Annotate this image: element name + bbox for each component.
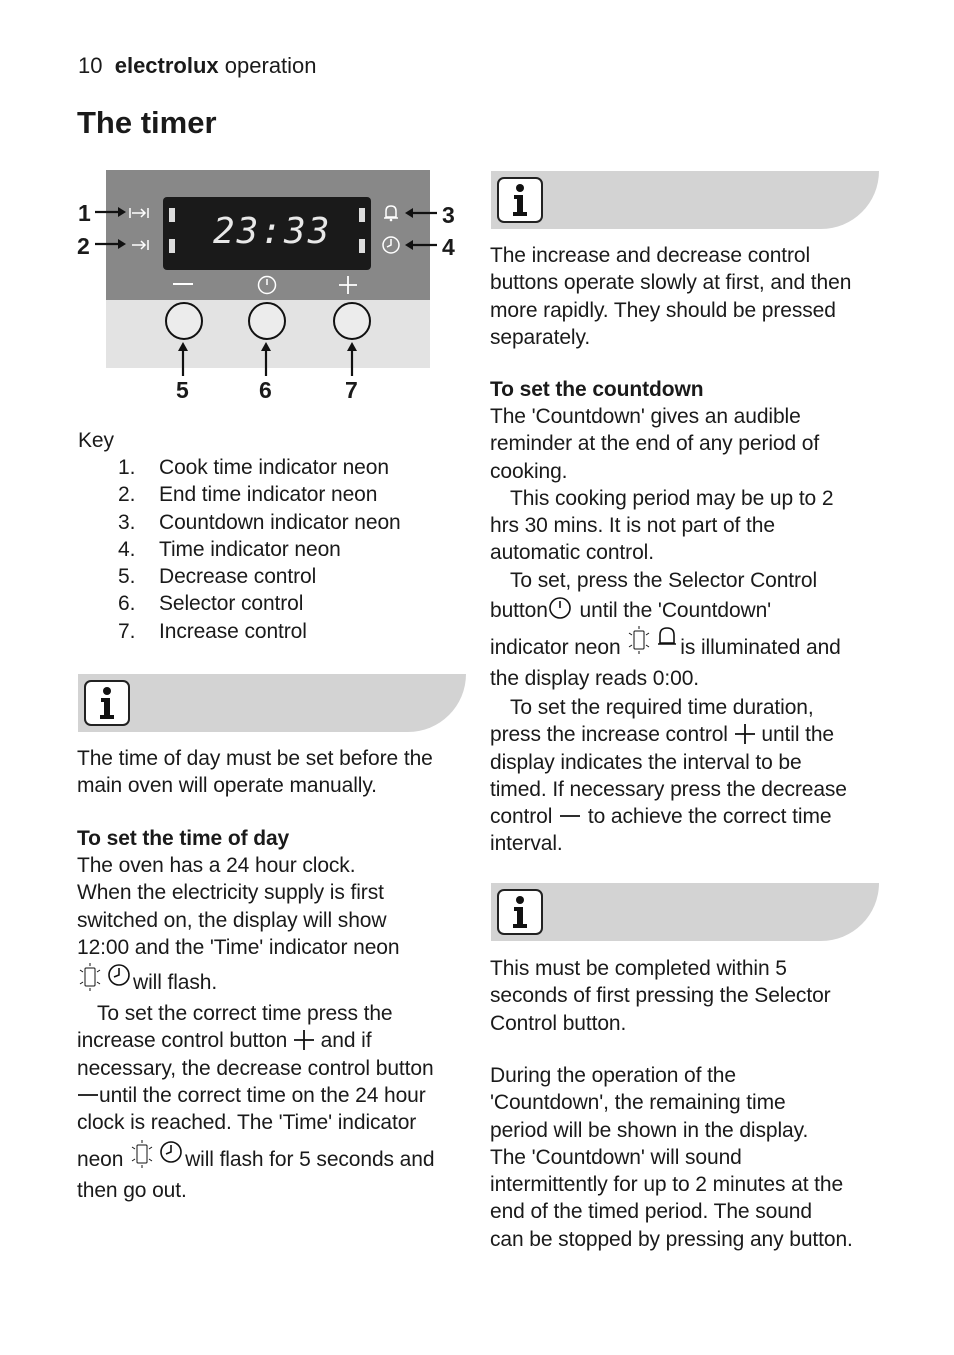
info-bar bbox=[78, 674, 466, 732]
clock-icon bbox=[381, 235, 401, 255]
minus-icon-inline bbox=[77, 1091, 99, 1105]
key-item: 2. End time indicator neon bbox=[118, 483, 378, 507]
countdown-heading: To set the countdown bbox=[490, 378, 704, 401]
info-icon bbox=[497, 177, 543, 223]
callout-2: 2 bbox=[77, 233, 90, 259]
plus-icon bbox=[338, 275, 358, 295]
left-info-text: The time of day must be set before the main oven will operate manually. bbox=[77, 747, 433, 798]
right-info-text-1: The increase and decrease control buttons operate slowly at first, and then more rapidly. They should be pressed separately. bbox=[490, 244, 852, 349]
callout-3: 3 bbox=[442, 202, 455, 228]
time-neon-line: will flash. bbox=[77, 962, 467, 996]
end-time-icon bbox=[130, 238, 150, 252]
selector-clock-icon-inline bbox=[548, 596, 574, 620]
key-item: 5. Decrease control bbox=[118, 565, 317, 589]
callout-5: 5 bbox=[176, 377, 189, 403]
indicator-neon-4 bbox=[359, 239, 365, 253]
callout-4: 4 bbox=[442, 234, 455, 260]
countdown-paragraph-2: the display reads 0:00. bbox=[490, 667, 700, 690]
key-item: 3. Countdown indicator neon bbox=[118, 510, 401, 534]
flashing-countdown-neon-icon bbox=[626, 625, 680, 657]
flashing-time-neon-icon bbox=[77, 962, 133, 992]
key-item: 6. Selector control bbox=[118, 592, 304, 616]
key-heading: Key bbox=[78, 429, 114, 452]
countdown-operation-paragraph: During the operation of the 'Countdown', the remaining time period will be shown in the display. The 'Countdown' will sound intermittently for up to 2 minutes at the end of the timed period. The sound can be stopped by pressing any button. bbox=[490, 1064, 853, 1251]
display-time: 23:33 bbox=[213, 211, 332, 252]
countdown-paragraph-1: The 'Countdown' gives an audible reminder at the end of any period of cooking. This cooking period may be up to 2 hrs 30 mins. It is not part of the automatic control. To set, press the Selector Control bbox=[490, 405, 834, 592]
countdown-selector-line: button until the 'Countdown' bbox=[490, 596, 890, 624]
increase-control-knob bbox=[333, 302, 371, 340]
selector-control-knob bbox=[248, 302, 286, 340]
selector-clock-icon bbox=[256, 274, 278, 296]
section-name: operation bbox=[224, 53, 317, 78]
key-item: 4. Time indicator neon bbox=[118, 537, 341, 561]
plus-icon-inline bbox=[293, 1030, 315, 1050]
info-icon bbox=[497, 889, 543, 935]
time-of-day-end: then go out. bbox=[77, 1179, 187, 1202]
callout-1: 1 bbox=[78, 200, 91, 226]
countdown-paragraph-3: To set the required time duration, press the increase control until the display indicates the interval to be timed. If necessary press the decrease control to achieve the correct time interval. bbox=[490, 696, 847, 856]
info-bar bbox=[491, 171, 879, 229]
time-of-day-heading: To set the time of day bbox=[77, 827, 290, 850]
key-list bbox=[118, 454, 448, 645]
key-item: 1. Cook time indicator neon bbox=[118, 456, 389, 479]
time-neon-line-2: neon will flash for 5 seconds and bbox=[77, 1139, 467, 1173]
plus-icon-inline bbox=[734, 724, 756, 744]
callout-7: 7 bbox=[345, 377, 358, 403]
decrease-control-knob bbox=[165, 302, 203, 340]
info-icon bbox=[84, 680, 130, 726]
page-title: The timer bbox=[77, 105, 217, 140]
right-info-text-2: This must be completed within 5 seconds of first pressing the Selector Control button. bbox=[490, 957, 831, 1035]
callout-6: 6 bbox=[259, 377, 272, 403]
info-bar bbox=[491, 883, 879, 941]
cook-time-icon bbox=[128, 206, 150, 220]
countdown-neon-line: indicator neon is illuminated and bbox=[490, 625, 890, 661]
page-header bbox=[78, 52, 317, 80]
flashing-time-neon-icon bbox=[129, 1139, 185, 1169]
bell-icon bbox=[382, 204, 400, 222]
page-number: 10 bbox=[78, 53, 103, 78]
indicator-neon-2 bbox=[169, 239, 175, 253]
brand-name: electrolux bbox=[114, 53, 219, 78]
time-of-day-paragraph-2: To set the correct time press the increase control button and if necessary, the decrease control button until the correct time on the 24 hour clock is reached. The 'Time' indicator bbox=[77, 1002, 434, 1135]
minus-icon bbox=[173, 283, 193, 285]
minus-icon-inline bbox=[558, 812, 582, 826]
key-item: 7. Increase control bbox=[118, 619, 307, 643]
indicator-neon-1 bbox=[169, 208, 175, 222]
time-of-day-paragraph-1: The oven has a 24 hour clock. When the electricity supply is first switched on, the display will show 12:00 and the 'Time' indicator neon bbox=[77, 854, 400, 959]
indicator-neon-3 bbox=[359, 208, 365, 222]
timer-display bbox=[163, 197, 371, 270]
